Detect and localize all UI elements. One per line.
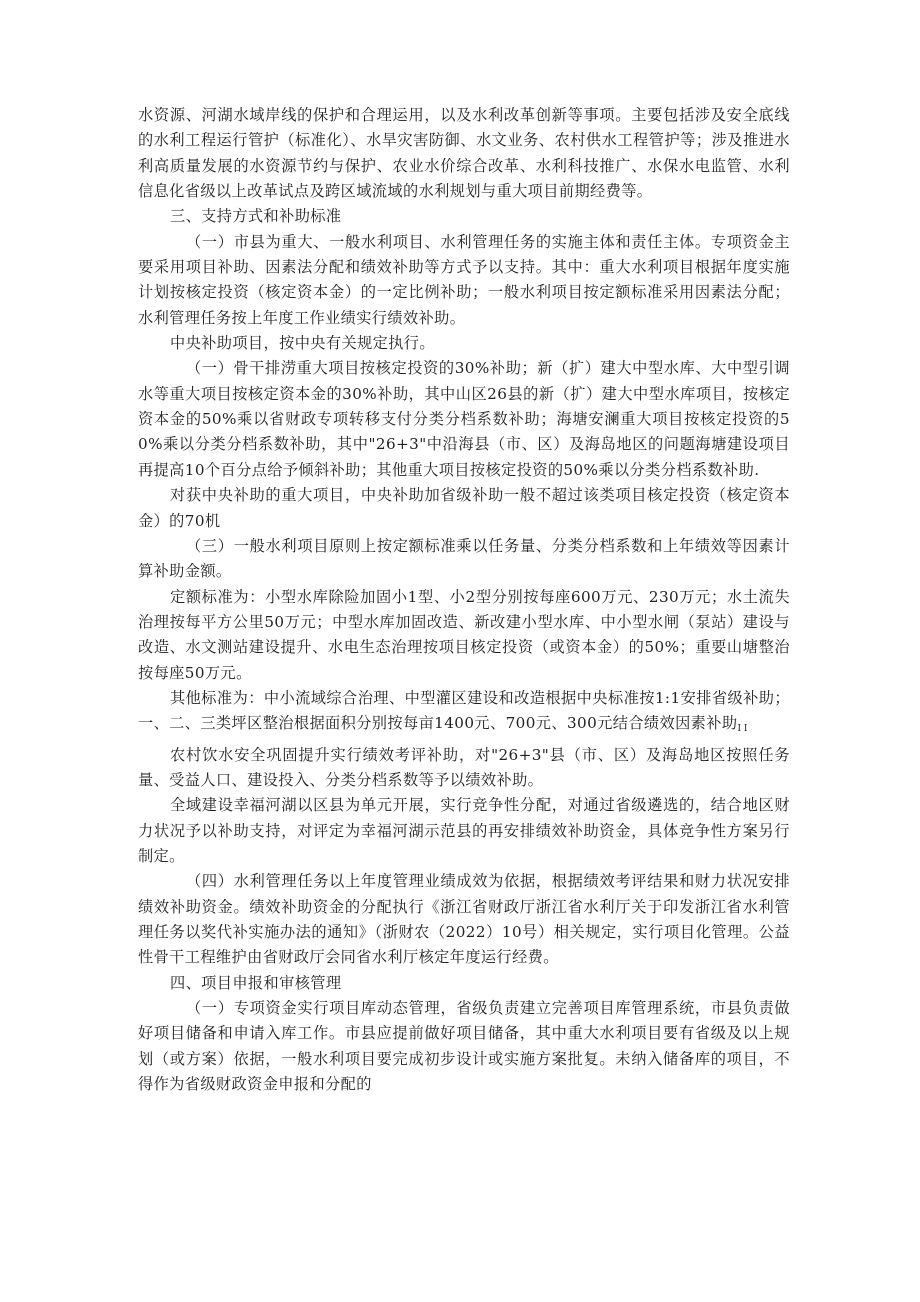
paragraph-scope: 水资源、河湖水域岸线的保护和合理运用，以及水利改革创新等事项。主要包括涉及安全底线的水利工程运行管护（标准化）、水旱灾害防御、水文业务、农村供水工程管护等；涉及推进水利高质量发展的水资源节约与保护、农业水价综合改革、水利科技推广、水保水电监管、水利信息化省级以上改革试点及跨区域流域的水利规划与重大项目前期经费等。 — [138, 106, 790, 201]
paragraph-general-projects: （三）一般水利项目原则上按定额标准乘以任务量、分类分档系数和上年绩效等因素计算补助金额。 — [138, 536, 790, 581]
section-heading-support-method: 三、支持方式和补助标准 — [170, 207, 342, 226]
paragraph-central-subsidy: 中央补助项目，按中央有关规定执行。 — [170, 334, 435, 353]
paragraph-happy-rivers: 全域建设幸福河湖以区县为单元开展，实行竞争性分配，对通过省级遴选的，结合地区财力状况予以补助支持，对评定为幸福河湖示范县的再安排绩效补助资金，具体竞争性方案另行制定。 — [138, 796, 790, 865]
paragraph-quota-standards: 定额标准为：小型水库除险加固小1型、小2型分别按每座600万元、230万元；水土流失治理按每平方公里50万元；中型水库加固改造、新改建小型水库、中小型水闸（泵站）建设与改造、水文测站建设提升、水电生态治理按项目核定投资（或资本金）的50%；重要山塘整治按每座50万元。 — [138, 587, 790, 682]
paragraph-major-projects: （一）骨干排涝重大项目按核定投资的30%补助；新（扩）建大中型水库、大中型引调水等重大项目按核定资本金的30%补助，其中山区26县的新（扩）建大中型水库项目，按核定资本金的50%乘以省财政专项转移支付分类分档系数补助；海塘安澜重大项目按核定投资的50%乘以分类分档系数补助，其中"26+3"中沿海县（市、区）及海岛地区的问题海塘建设项目再提高10个百分点给予倾斜补助；其他重大项目按核定投资的50%乘以分类分档系数补助. — [138, 359, 790, 479]
paragraph-project-library: （一）专项资金实行项目库动态管理，省级负责建立完善项目库管理系统，市县负责做好项目储备和申请入库工作。市县应提前做好项目储备，其中重大水利项目要有省级及以上规划（或方案）依据，一般水利项目要完成初步设计或实施方案批复。未纳入储备库的项目，不得作为省级财政资金申报和分配的 — [138, 999, 790, 1094]
paragraph-implementation-subject: （一）市县为重大、一般水利项目、水利管理任务的实施主体和责任主体。专项资金主要采用项目补助、因素法分配和绩效补助等方式予以支持。其中：重大水利项目根据年度实施计划按核定投资（核定资本金）的一定比例补助；一般水利项目按定额标准采用因素法分配；水利管理任务按上年度工作业绩实行绩效补助。 — [138, 232, 790, 327]
paragraph-central-plus-provincial: 对获中央补助的重大项目，中央补助加省级补助一般不超过该类项目核定投资（核定资本金）的70机 — [138, 486, 790, 530]
other-standards-suffix: I I — [737, 724, 748, 735]
paragraph-other-standards — [138, 686, 790, 743]
paragraph-rural-water: 农村饮水安全巩固提升实行绩效考评补助，对"26+3"县（市、区）及海岛地区按照任务量、受益人口、建设投入、分类分档系数等予以绩效补助。 — [138, 745, 790, 789]
section-heading-project-application: 四、项目申报和审核管理 — [170, 973, 342, 992]
paragraph-management-tasks: （四）水利管理任务以上年度管理业绩成效为依据，根据绩效考评结果和财力状况安排绩效补助资金。绩效补助资金的分配执行《浙江省财政厅浙江省水利厅关于印发浙江省水利管理任务以奖代补实施办法的通知》（浙财农（2022）10号）相关规定，实行项目化管理。公益性骨干工程维护由省财政厅会同省水利厅核定年度运行经费。 — [138, 872, 790, 967]
other-standards-text: 其他标准为：中小流域综合治理、中型灌区建设和改造根据中央标准按1:1安排省级补助；一、二、三类坪区整治根据面积分别按每亩1400元、700元、300元结合绩效因素补助 — [138, 688, 790, 733]
document-body — [138, 103, 790, 1097]
